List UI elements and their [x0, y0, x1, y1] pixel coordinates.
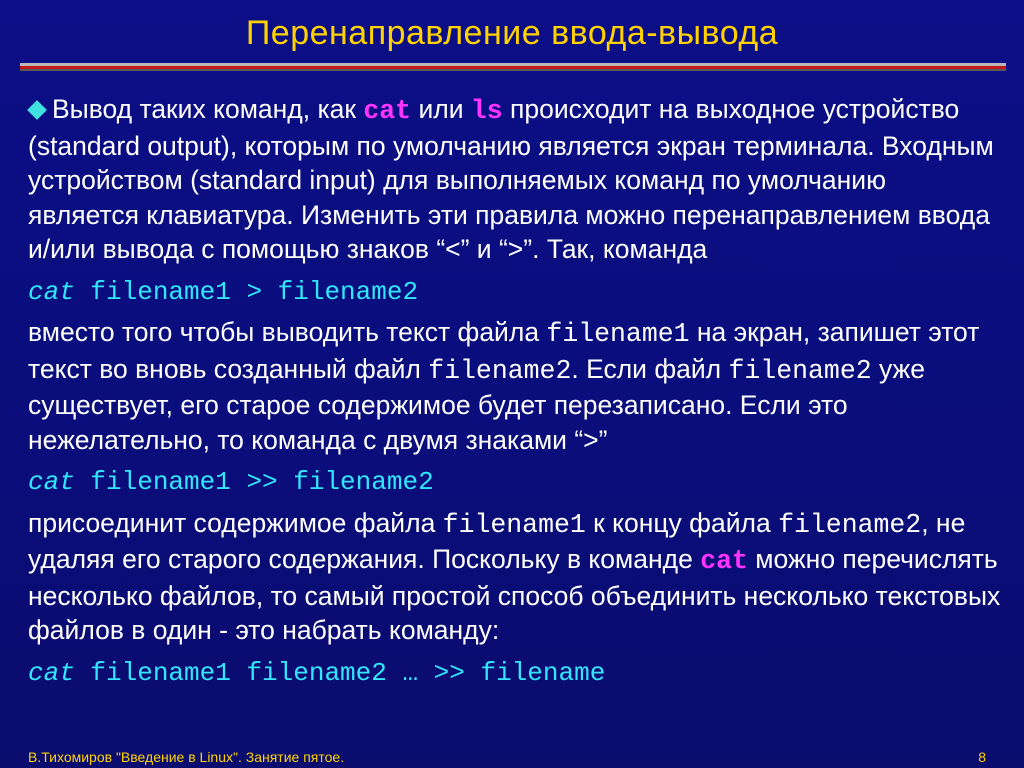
page-number: 8 [978, 749, 986, 765]
command-example-1: cat filename1 > filename2 [28, 276, 419, 307]
filename-code: filename1 [442, 509, 586, 540]
slide-body [28, 92, 1004, 696]
command-example-3: cat filename1 filename2 … >> filename [28, 657, 606, 688]
paragraph-redirect: вместо того чтобы выводить текст файла filename1 на экран, запишет этот текст во вновь созданный файл filename2. Если файл filename2 уже существует, его старое содержимое будет перезаписано. Если это нежелательно, то команда с двумя знаками “>” [28, 317, 980, 455]
title-divider [20, 63, 1006, 71]
paragraph-append: присоединит содержимое файла filename1 к концу файла filename2, не удаляя его старого содержания. Поскольку в команде cat можно перечислять несколько файлов, то самый простой способ объединить несколько текстовых файлов в один - это набрать команду: [28, 507, 1001, 645]
slide-footer: В.Тихомиров "Введение в Linux". Занятие пятое. [28, 749, 345, 765]
slide-title: Перенаправление ввода-вывода [245, 14, 779, 52]
command-example-2: cat filename1 >> filename2 [28, 467, 434, 497]
filename-code: filename2 [428, 355, 572, 386]
filename-code: filename1 [546, 319, 690, 349]
filename-code: filename2 [778, 509, 922, 540]
diamond-bullet-icon [27, 100, 47, 120]
keyword-ls: ls [470, 96, 503, 126]
keyword-cat: cat [700, 546, 748, 576]
paragraph-intro: Вывод таких команд, как cat или ls происходит на выходное устройство (standard output), которым по умолчанию является экран терминала. Входным устройством (standard input) для выполняемых команд по умолчанию является клавиатура. Изменить эти правила можно перенаправлением ввода и/или вывода с помощью знаков “<” и “>”. Так, команда [28, 94, 994, 264]
filename-code: filename2 [728, 355, 872, 386]
keyword-cat: cat [363, 96, 412, 126]
